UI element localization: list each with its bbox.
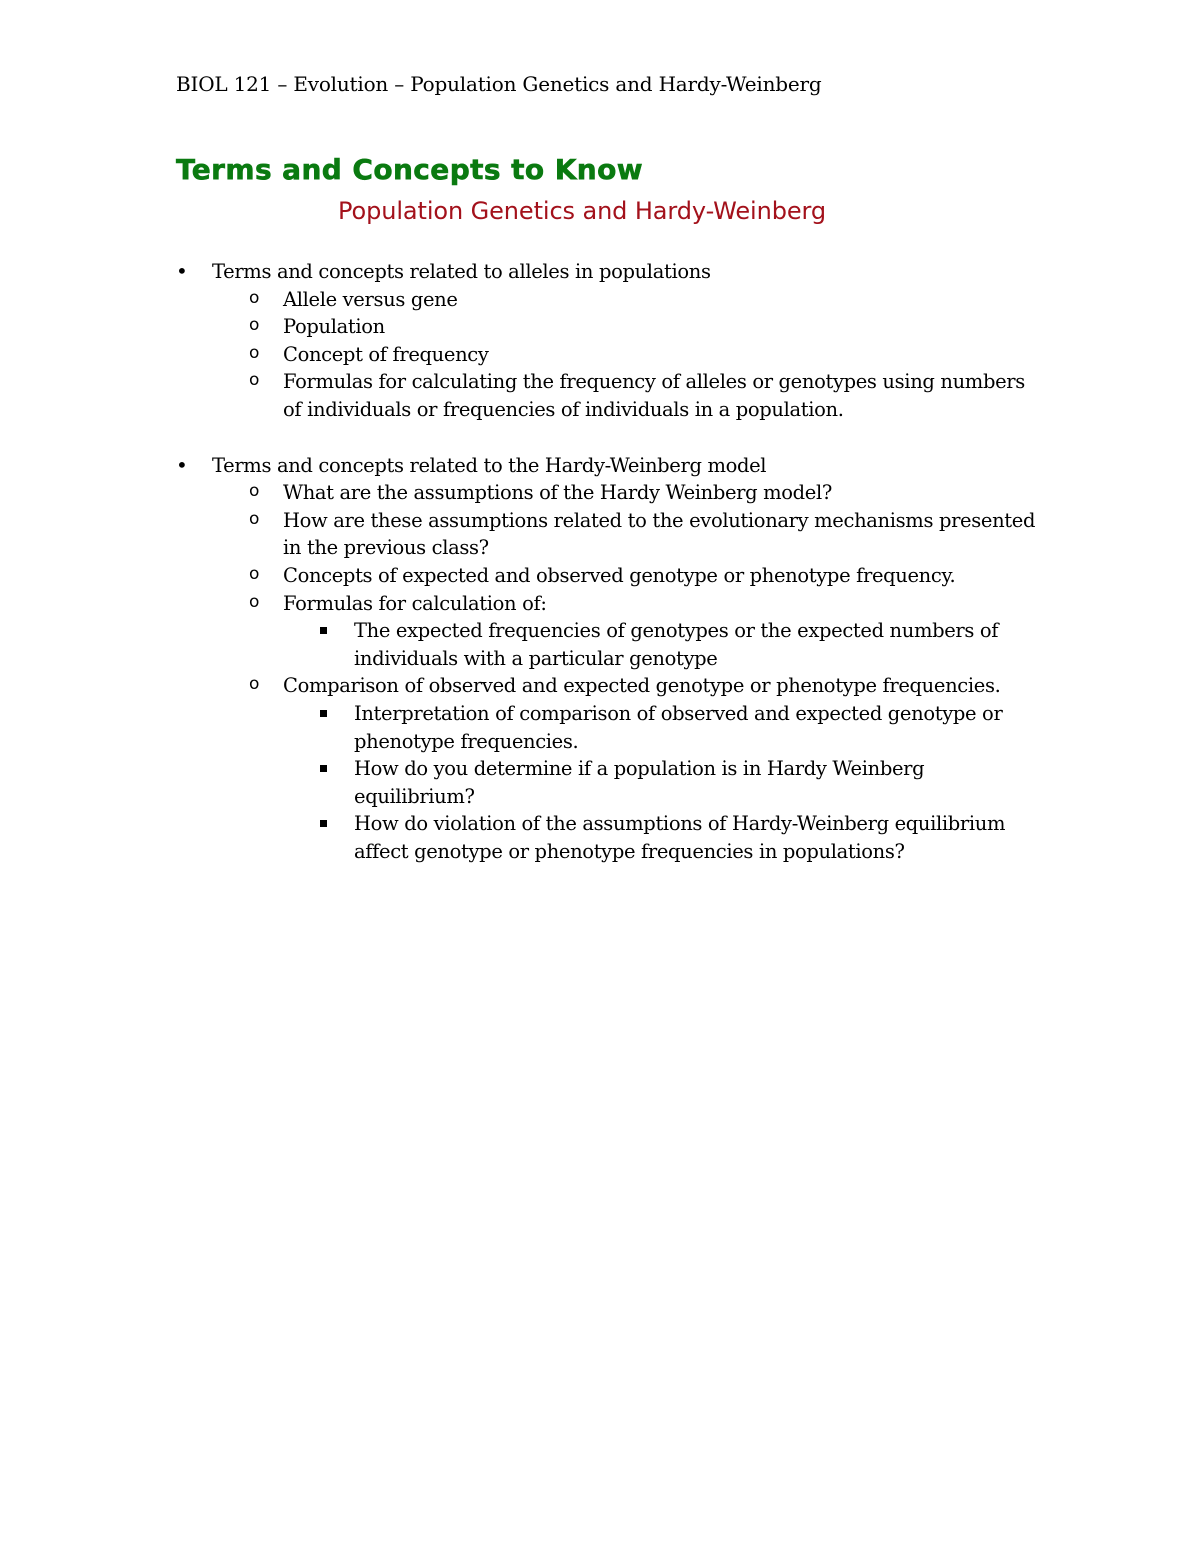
page-title: Terms and Concepts to Know	[176, 153, 644, 186]
list-item-text: Concept of frequency	[283, 342, 489, 366]
square-bullet-icon	[320, 710, 327, 717]
list-item	[176, 590, 1046, 618]
list-item	[176, 562, 1046, 590]
section-spacer	[176, 424, 1046, 452]
bullet-dot-icon: •	[176, 259, 188, 283]
list-item-text: Population	[283, 315, 385, 339]
hollow-o-icon: o	[249, 591, 260, 612]
sub-list-item	[176, 755, 1046, 810]
sub-list-item	[176, 700, 1046, 755]
hollow-o-icon: o	[249, 563, 260, 584]
list-item-text: Formulas for calculation of:	[283, 591, 547, 615]
list-item-text: Concepts of expected and observed genotype or phenotype frequency.	[283, 563, 956, 587]
section-label: Terms and concepts related to the Hardy-Weinberg model	[212, 453, 767, 477]
list-item	[176, 313, 1046, 341]
list-item	[176, 368, 1046, 423]
section-alleles	[176, 258, 1046, 286]
list-item-text: Allele versus gene	[283, 287, 458, 311]
list-item	[176, 341, 1046, 369]
square-bullet-icon	[320, 627, 327, 634]
list-item-text: What are the assumptions of the Hardy Weinberg model?	[283, 481, 832, 505]
hollow-o-icon: o	[249, 674, 260, 695]
square-bullet-icon	[320, 820, 327, 827]
sub-list-item	[176, 617, 1046, 672]
sub-list-item-text: The expected frequencies of genotypes or the expected numbers of individuals with a particular genotype	[354, 619, 999, 670]
sub-list-item-text: Interpretation of comparison of observed and expected genotype or phenotype frequencies.	[354, 701, 1003, 753]
hollow-o-icon: o	[249, 315, 260, 336]
list-item	[176, 672, 1046, 700]
section-label: Terms and concepts related to alleles in populations	[212, 260, 711, 283]
bullet-dot-icon: •	[176, 452, 188, 477]
section-hardy-weinberg	[176, 452, 1046, 480]
sub-list-item-text: How do you determine if a population is in Hardy Weinberg equilibrium?	[354, 757, 925, 808]
hollow-o-icon: o	[249, 370, 260, 391]
list-item	[176, 507, 1046, 562]
list-item-text: How are these assumptions related to the evolutionary mechanisms presented in the previous class?	[283, 508, 1036, 560]
list-item-text: Formulas for calculating the frequency of alleles or genotypes using numbers of individuals or frequencies of individuals in a population.	[283, 370, 1025, 421]
list-item	[176, 479, 1046, 507]
page-header: BIOL 121 – Evolution – Population Genetics and Hardy-Weinberg	[176, 72, 822, 96]
hollow-o-icon: o	[249, 342, 260, 363]
hollow-o-icon: o	[249, 287, 260, 308]
sub-list-item-text: How do violation of the assumptions of Hardy-Weinberg equilibrium affect genotype or phenotype frequencies in populations?	[354, 812, 1006, 863]
list-item	[176, 286, 1046, 314]
outline	[176, 258, 1046, 865]
square-bullet-icon	[320, 765, 327, 772]
list-item-text: Comparison of observed and expected genotype or phenotype frequencies.	[283, 674, 1001, 698]
sub-list-item	[176, 810, 1046, 865]
hollow-o-icon: o	[249, 481, 260, 502]
page-subtitle: Population Genetics and Hardy-Weinberg	[338, 197, 827, 225]
hollow-o-icon: o	[249, 508, 260, 529]
